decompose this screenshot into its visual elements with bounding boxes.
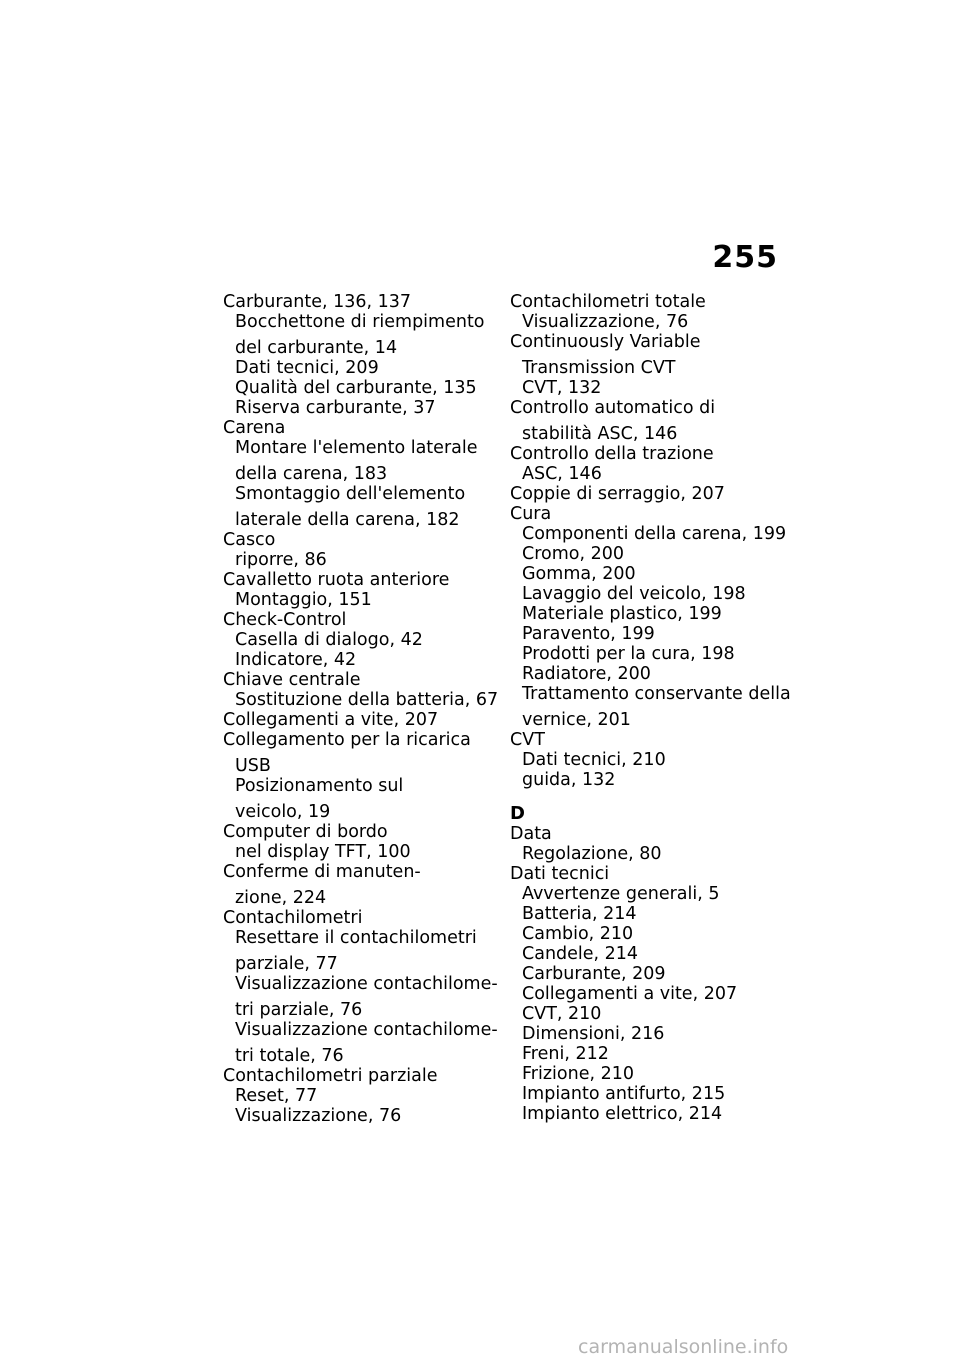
- index-subentry: Sostituzione della batteria, 67: [235, 690, 499, 710]
- index-subentry: Carburante, 209: [522, 964, 666, 984]
- index-entry: Conferme di manuten-: [223, 862, 421, 882]
- index-entry-continuation: Transmission CVT: [522, 358, 676, 378]
- index-subentry: Cromo, 200: [522, 544, 625, 564]
- index-subentry: guida, 132: [522, 770, 616, 790]
- index-subentry: Batteria, 214: [522, 904, 637, 924]
- index-entry: Contachilometri totale: [510, 292, 706, 312]
- watermark: carmanualsonline.info: [578, 1336, 789, 1358]
- index-subentry: Visualizzazione contachilome-: [235, 974, 498, 994]
- index-entry: Computer di bordo: [223, 822, 388, 842]
- index-subentry: Frizione, 210: [522, 1064, 634, 1084]
- index-subentry: nel display TFT, 100: [235, 842, 411, 862]
- index-subentry: Montaggio, 151: [235, 590, 372, 610]
- index-entry: Controllo della trazione: [510, 444, 714, 464]
- index-column-right: [510, 292, 791, 1124]
- index-entry-continuation: stabilità ASC, 146: [522, 424, 678, 444]
- index-subentry: CVT, 210: [522, 1004, 602, 1024]
- index-subentry: Lavaggio del veicolo, 198: [522, 584, 746, 604]
- index-subentry: Collegamenti a vite, 207: [522, 984, 738, 1004]
- index-subentry: Prodotti per la cura, 198: [522, 644, 735, 664]
- index-entry: Contachilometri: [223, 908, 363, 928]
- index-entry-continuation: laterale della carena, 182: [235, 510, 460, 530]
- index-entry: Casco: [223, 530, 276, 550]
- index-entry: Contachilometri parziale: [223, 1066, 438, 1086]
- index-subentry: Materiale plastico, 199: [522, 604, 722, 624]
- index-subentry: Dati tecnici, 210: [522, 750, 666, 770]
- index-subentry: Radiatore, 200: [522, 664, 651, 684]
- index-entry: Dati tecnici: [510, 864, 610, 884]
- index-subentry: Visualizzazione, 76: [235, 1106, 402, 1126]
- index-subentry: riporre, 86: [235, 550, 327, 570]
- index-entry-continuation: parziale, 77: [235, 954, 338, 974]
- index-column-left: [223, 292, 499, 1126]
- index-subentry: Riserva carburante, 37: [235, 398, 436, 418]
- index-entry-continuation: veicolo, 19: [235, 802, 331, 822]
- index-subentry: ASC, 146: [522, 464, 602, 484]
- index-entry: Cavalletto ruota anteriore: [223, 570, 450, 590]
- index-subentry: Paravento, 199: [522, 624, 655, 644]
- index-subentry: Cambio, 210: [522, 924, 634, 944]
- index-entry: Data: [510, 824, 552, 844]
- index-subentry: CVT, 132: [522, 378, 602, 398]
- index-entry: Continuously Variable: [510, 332, 701, 352]
- index-subentry: Smontaggio dell'elemento: [235, 484, 466, 504]
- index-entry: Controllo automatico di: [510, 398, 716, 418]
- index-subentry: Impianto elettrico, 214: [522, 1104, 723, 1124]
- index-entry-continuation: del carburante, 14: [235, 338, 398, 358]
- index-entry-continuation: zione, 224: [235, 888, 327, 908]
- index-subentry: Trattamento conservante della: [522, 684, 791, 704]
- index-entry: Carena: [223, 418, 286, 438]
- index-entry: CVT: [510, 730, 545, 750]
- index-subentry: Indicatore, 42: [235, 650, 357, 670]
- index-subentry: Montare l'elemento laterale: [235, 438, 478, 458]
- index-entry-continuation: della carena, 183: [235, 464, 388, 484]
- index-entry: Check-Control: [223, 610, 347, 630]
- index-entry-continuation: vernice, 201: [522, 710, 631, 730]
- index-subentry: Bocchettone di riempimento: [235, 312, 485, 332]
- index-subentry: Resettare il contachilometri: [235, 928, 477, 948]
- page-number: 255: [712, 240, 778, 275]
- index-entry: Collegamenti a vite, 207: [223, 710, 439, 730]
- index-entry-continuation: USB: [235, 756, 271, 776]
- index-subentry: Regolazione, 80: [522, 844, 662, 864]
- index-subentry: Qualità del carburante, 135: [235, 378, 477, 398]
- index-subentry: Componenti della carena, 199: [522, 524, 787, 544]
- index-section-letter: D: [510, 803, 525, 824]
- index-subentry: Dati tecnici, 209: [235, 358, 379, 378]
- index-entry-continuation: tri parziale, 76: [235, 1000, 363, 1020]
- index-subentry: Gomma, 200: [522, 564, 636, 584]
- index-subentry: Impianto antifurto, 215: [522, 1084, 726, 1104]
- index-entry: Cura: [510, 504, 552, 524]
- index-subentry: Candele, 214: [522, 944, 639, 964]
- index-entry: Carburante, 136, 137: [223, 292, 412, 312]
- index-subentry: Visualizzazione, 76: [522, 312, 689, 332]
- index-entry: Chiave centrale: [223, 670, 361, 690]
- index-subentry: Reset, 77: [235, 1086, 318, 1106]
- index-subentry: Posizionamento sul: [235, 776, 404, 796]
- index-subentry: Dimensioni, 216: [522, 1024, 665, 1044]
- index-subentry: Freni, 212: [522, 1044, 609, 1064]
- index-subentry: Avvertenze generali, 5: [522, 884, 720, 904]
- index-entry: Coppie di serraggio, 207: [510, 484, 725, 504]
- index-subentry: Visualizzazione contachilome-: [235, 1020, 498, 1040]
- index-entry: Collegamento per la ricarica: [223, 730, 471, 750]
- index-entry-continuation: tri totale, 76: [235, 1046, 344, 1066]
- index-subentry: Casella di dialogo, 42: [235, 630, 423, 650]
